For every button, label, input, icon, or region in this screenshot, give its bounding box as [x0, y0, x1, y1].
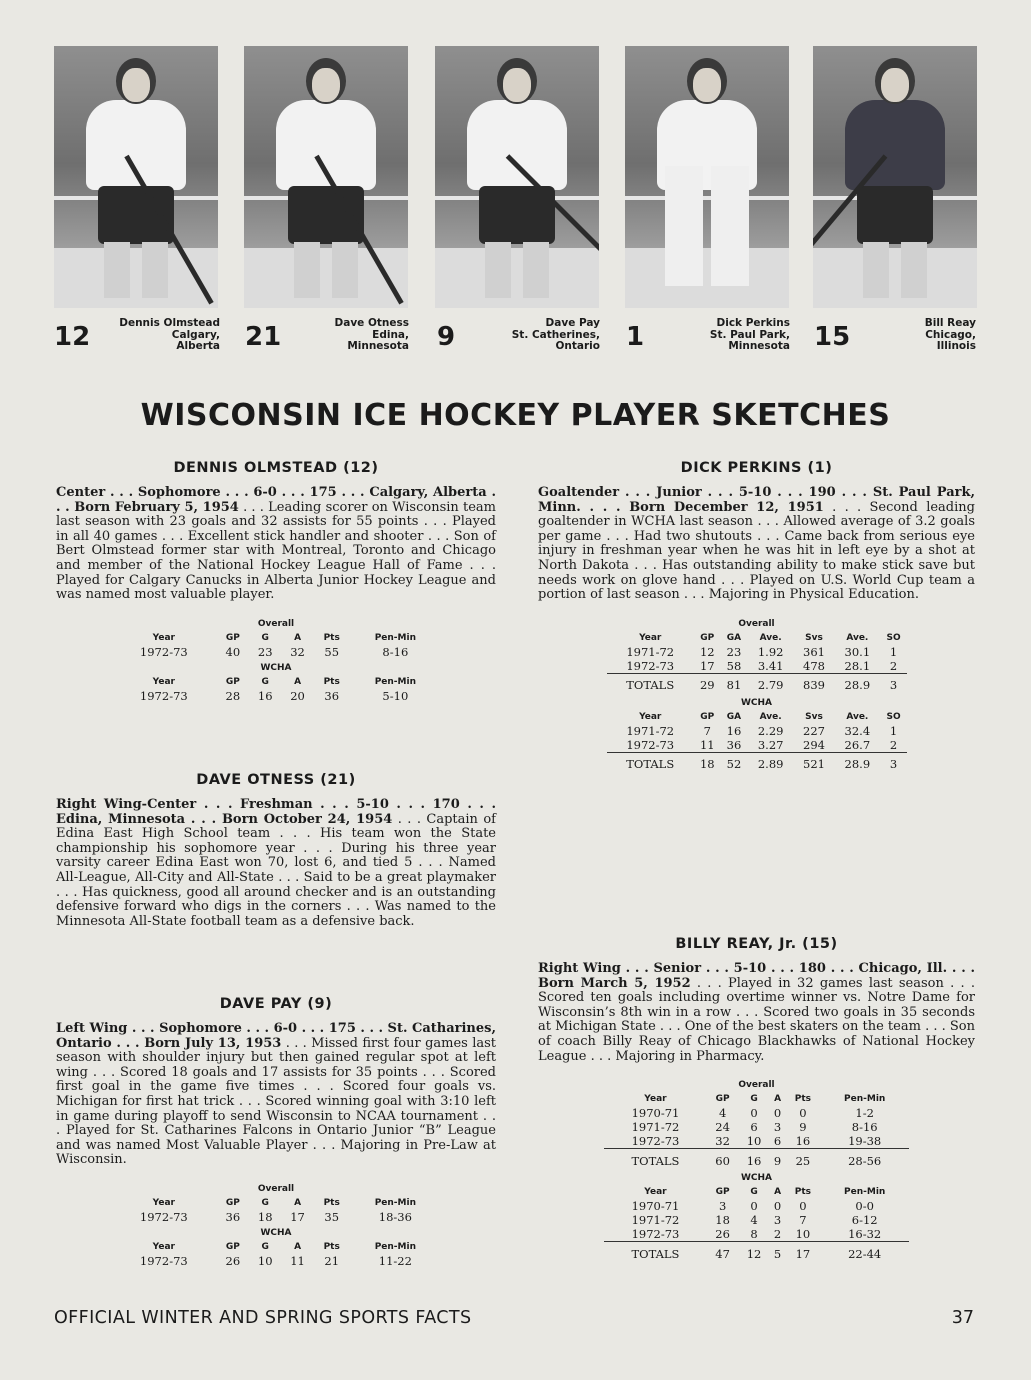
cell: 55: [324, 644, 340, 659]
table-row: [604, 1199, 909, 1213]
table-row: [111, 689, 441, 703]
cell: 4: [750, 1213, 758, 1228]
cell: 3.41: [757, 658, 784, 673]
col-header: GA: [726, 632, 742, 643]
bio-text: . . . Captain of Edina East High School team . . . His team won the State championship his sophomore year . . . During his three year varsity career Edina East won 70, lost 6, and tied 5 . . . Named All-League, All-City and All-State . . . Said to be a great playmaker . . . Has quickness, good all around checker and is an outstanding defensive forward who digs in the corners . . . Was named to the Minnesota All-State football team as a defensive back.: [56, 811, 496, 929]
col-header: Pts: [794, 1094, 812, 1105]
cell: 19-38: [848, 1134, 882, 1149]
sketch-perkins: [538, 460, 975, 773]
cell: 0-0: [855, 1199, 874, 1214]
col-header: A: [294, 632, 302, 643]
cell: 8-16: [382, 644, 409, 659]
col-header: Ave.: [759, 632, 782, 643]
cell: 0: [750, 1199, 758, 1214]
cell: 21: [324, 1253, 340, 1268]
cell: 1-2: [855, 1106, 874, 1121]
player-photo-otness: [244, 46, 408, 308]
cell: 1: [889, 723, 898, 738]
cell: 5: [770, 1242, 786, 1263]
col-header: G: [261, 1241, 269, 1252]
cell: 18: [715, 1213, 730, 1228]
cell: 12: [699, 644, 715, 659]
cell: 2: [889, 658, 898, 673]
cell: 58: [726, 658, 742, 673]
col-header: GP: [225, 676, 240, 687]
cell: 6-12: [851, 1213, 878, 1228]
col-header: A: [774, 1094, 782, 1105]
stats-table: [604, 1076, 909, 1262]
col-header: Ave.: [846, 632, 869, 643]
cell: 8-16: [851, 1120, 878, 1135]
player-photo-olmstead: [54, 46, 218, 308]
cell: 9: [799, 1120, 807, 1135]
cell: 18: [694, 752, 721, 773]
stats-table: [607, 615, 907, 773]
col-header: G: [261, 632, 269, 643]
cell: 29: [694, 673, 721, 694]
cell: 16: [726, 723, 742, 738]
cell: 32.4: [844, 723, 871, 738]
cell: 32: [715, 1134, 730, 1149]
player-photo-reay: [813, 46, 977, 308]
jersey-number: 15: [814, 322, 851, 352]
col-header: Pts: [323, 632, 340, 643]
cell: 3: [773, 1213, 782, 1228]
cell: 294: [803, 737, 825, 752]
cell: 18: [257, 1209, 273, 1224]
cell: 10: [257, 1253, 273, 1268]
section-title: DAVE OTNESS (21): [196, 772, 356, 788]
cell: 30.1: [844, 644, 871, 659]
table-row: [604, 1213, 909, 1227]
stats-group-label: Overall: [257, 1183, 295, 1194]
bio-lead: Center . . . Sophomore . . . 6-0 . . . 175 . . . Calgary, Alberta . . . Born February 5, 1954: [56, 485, 496, 515]
col-header: Pen-Min: [374, 1241, 416, 1252]
cell: 1970-71: [631, 1106, 680, 1121]
table-row: [607, 724, 907, 738]
cell: 9: [770, 1149, 786, 1170]
cell: 2: [889, 737, 898, 752]
footer-publication: OFFICIAL WINTER AND SPRING SPORTS FACTS: [54, 1308, 472, 1328]
col-header: Pen-Min: [844, 1094, 886, 1105]
cell: 1971-72: [626, 723, 675, 738]
cell: 0: [773, 1199, 782, 1214]
table-row: [604, 1106, 909, 1120]
sketch-pay: [56, 996, 496, 1268]
col-header: Pts: [794, 1187, 812, 1198]
stats-group-label: WCHA: [260, 1227, 292, 1238]
bio-lead: Goaltender . . . Junior . . . 5-10 . . . 190 . . . St. Paul Park, Minn. . . . Born December 12, 1951: [538, 485, 975, 515]
player-region: Minnesota: [347, 340, 409, 352]
player-photo-pay: [435, 46, 599, 308]
cell: 2.29: [757, 723, 784, 738]
caption-pay: [437, 314, 600, 364]
cell: 2.89: [747, 752, 794, 773]
caption-olmstead: [54, 314, 220, 364]
cell: 36: [225, 1209, 241, 1224]
col-header: GP: [700, 711, 715, 722]
cell: 23: [257, 644, 273, 659]
cell: 17: [290, 1209, 305, 1224]
cell: 10: [746, 1134, 762, 1149]
player-bio: [56, 1022, 496, 1168]
player-bio: [538, 962, 975, 1064]
player-city: Calgary,: [171, 328, 220, 341]
cell: 11-22: [378, 1253, 412, 1268]
col-header: Year: [644, 1094, 667, 1105]
sketch-reay: [538, 936, 975, 1262]
cell: 17: [699, 658, 715, 673]
player-name: Dave Otness: [334, 317, 409, 329]
cell: 0: [773, 1106, 782, 1121]
cell: 3: [881, 752, 907, 773]
cell: 25: [785, 1149, 820, 1170]
cell: 1972-73: [139, 644, 188, 659]
cell: 24: [715, 1120, 730, 1135]
col-header: A: [294, 676, 302, 687]
bio-lead: Left Wing . . . Sophomore . . . 6-0 . . . 175 . . . St. Catharines, Ontario . . . Born July 13, 1953: [56, 1021, 497, 1051]
cell: TOTALS: [607, 673, 694, 694]
cell: 1: [889, 644, 898, 659]
totals-row: [604, 1242, 909, 1263]
cell: 521: [794, 752, 834, 773]
cell: 6: [750, 1120, 758, 1135]
table-row: [607, 659, 907, 674]
cell: 3: [773, 1120, 782, 1135]
cell: 40: [225, 644, 241, 659]
col-header: Pts: [323, 1197, 340, 1208]
cell: 361: [803, 644, 825, 659]
player-city: St. Catherines,: [511, 328, 600, 341]
section-title: DICK PERKINS (1): [680, 460, 833, 476]
totals-row: [607, 673, 907, 694]
cell: 5-10: [382, 688, 409, 703]
jersey-number: 1: [626, 322, 645, 352]
col-header: A: [294, 1197, 302, 1208]
col-header: Svs: [805, 632, 823, 643]
table-row: [607, 645, 907, 659]
cell: 81: [721, 673, 748, 694]
col-header: GP: [225, 1241, 240, 1252]
cell: 1972-73: [626, 658, 675, 673]
cell: 12: [738, 1242, 769, 1263]
cell: 1971-72: [631, 1120, 680, 1135]
cell: 1.92: [757, 644, 784, 659]
cell: 11: [699, 737, 715, 752]
section-title: BILLY REAY, Jr. (15): [675, 936, 838, 952]
stats-table: [111, 615, 441, 703]
cell: 2.79: [747, 673, 794, 694]
col-header: Year: [152, 676, 175, 687]
cell: 1972-73: [631, 1227, 680, 1242]
player-name: Bill Reay: [924, 317, 976, 329]
table-row: [604, 1120, 909, 1134]
cell: TOTALS: [604, 1149, 707, 1170]
col-header: Pen-Min: [374, 632, 416, 643]
cell: 28.9: [834, 673, 881, 694]
col-header: Pen-Min: [844, 1187, 886, 1198]
cell: 1972-73: [626, 737, 675, 752]
cell: TOTALS: [604, 1242, 707, 1263]
table-row: [607, 738, 907, 753]
cell: 28.9: [834, 752, 881, 773]
cell: 36: [324, 688, 340, 703]
cell: 3.27: [757, 737, 784, 752]
page-number: 37: [951, 1308, 974, 1328]
cell: 17: [785, 1242, 820, 1263]
cell: 1972-73: [139, 688, 188, 703]
cell: 7: [703, 723, 711, 738]
cell: 60: [707, 1149, 738, 1170]
col-header: G: [261, 676, 269, 687]
cell: 22-44: [820, 1242, 909, 1263]
cell: 478: [803, 658, 825, 673]
col-header: A: [774, 1187, 782, 1198]
cell: 1971-72: [626, 644, 675, 659]
cell: 16: [257, 688, 273, 703]
cell: 4: [718, 1106, 727, 1121]
sketch-otness: [56, 772, 496, 929]
player-region: Minnesota: [728, 340, 790, 352]
stats-group-label: WCHA: [740, 1173, 773, 1184]
cell: 1972-73: [631, 1134, 680, 1149]
col-header: Year: [152, 1241, 175, 1252]
section-title: DAVE PAY (9): [219, 996, 333, 1012]
cell: 1970-71: [631, 1199, 680, 1214]
sketch-olmstead: [56, 460, 496, 703]
table-row: [604, 1134, 909, 1149]
cell: 11: [290, 1253, 305, 1268]
cell: 3: [881, 673, 907, 694]
col-header: GP: [225, 1197, 240, 1208]
section-title: DENNIS OLMSTEAD (12): [173, 460, 379, 476]
bio-text: . . . Played in 32 games last season . . . Scored ten goals including overtime winner vs. Notre Dame for Wisconsin’s 8th win in a row . . . Scored two goals in 35 seconds at Michigan State . . . One of the best skaters on the team . . . Son of coach Billy Reay of Chicago Blackhawks of National Hockey League . . . Majoring in Pharmacy.: [538, 975, 975, 1064]
col-header: GP: [715, 1187, 730, 1198]
bio-text: . . . Leading scorer on Wisconsin team last season with 23 goals and 32 assists for 55 points . . . Played in all 40 games . . . Excellent stick handler and shooter . . . Son of Bert Olmstead former star with Montreal, Toronto and Chicago and member of the National Hockey League Hall of Fame . . . Played for Calgary Canucks in Alberta Junior Hockey League and was named most valuable player.: [56, 499, 496, 603]
player-name: Dick Perkins: [716, 317, 790, 329]
cell: 8: [750, 1227, 758, 1242]
cell: 36: [726, 737, 742, 752]
cell: 32: [290, 644, 305, 659]
bio-text: . . . Missed first four games last season with shoulder injury but then gained regular spot at left wing . . . Scored 18 goals and 17 assists for 35 points . . . Scored first goal in the game five times . . . Scored four goals vs. Michigan for first hat trick . . . Scored winning goal with 3:10 left in game during playoff to send Wisconsin to NCAA tournament . . . Played for St. Catharines Falcons in Ontario Junior “B” League and was named Most Valuable Player . . . Majoring in Pre-Law at Wisconsin.: [56, 1035, 496, 1168]
table-row: [604, 1227, 909, 1242]
stats-group-label: WCHA: [740, 697, 773, 708]
cell: 0: [750, 1106, 758, 1121]
table-row: [111, 645, 441, 659]
col-header: Year: [644, 1187, 667, 1198]
player-photo-row: [54, 46, 976, 308]
cell: 26: [225, 1253, 241, 1268]
cell: 20: [290, 688, 305, 703]
bio-lead: Right Wing . . . Senior . . . 5-10 . . . 180 . . . Chicago, Ill. . . . Born March 5, 1952: [538, 961, 975, 991]
col-header: SO: [886, 632, 901, 643]
jersey-number: 12: [54, 322, 91, 352]
cell: 6: [773, 1134, 782, 1149]
cell: 35: [324, 1209, 340, 1224]
cell: 10: [795, 1227, 811, 1242]
player-bio: [56, 486, 496, 603]
col-header: GP: [715, 1094, 730, 1105]
col-header: Year: [152, 632, 175, 643]
player-region: Ontario: [555, 340, 600, 352]
col-header: Year: [152, 1197, 175, 1208]
stats-group-label: Overall: [738, 1080, 775, 1091]
table-row: [111, 1210, 441, 1224]
totals-row: [607, 752, 907, 773]
cell: 28-56: [820, 1149, 909, 1170]
col-header: GP: [225, 632, 240, 643]
col-header: Pts: [323, 1241, 340, 1252]
stats-group-label: Overall: [257, 618, 295, 629]
col-header: Ave.: [759, 711, 782, 722]
col-header: Pen-Min: [374, 1197, 416, 1208]
cell: 16: [795, 1134, 811, 1149]
jersey-number: 9: [437, 322, 456, 352]
stats-group-label: Overall: [738, 618, 775, 629]
player-city: St. Paul Park,: [709, 328, 790, 341]
player-region: Illinois: [936, 340, 976, 352]
stats-group-label: WCHA: [260, 662, 292, 673]
stats-table: [111, 1180, 441, 1268]
player-name: Dave Pay: [545, 317, 600, 329]
page-title: WISCONSIN ICE HOCKEY PLAYER SKETCHES: [140, 398, 891, 433]
col-header: Pen-Min: [374, 676, 416, 687]
bio-lead: Right Wing-Center . . . Freshman . . . 5-10 . . . 170 . . . Edina, Minnesota . . . Born October 24, 1954: [56, 797, 496, 827]
jersey-number: 21: [245, 322, 282, 352]
player-bio: [538, 486, 975, 603]
col-header: Pts: [323, 676, 340, 687]
player-bio: [56, 798, 496, 929]
cell: 52: [721, 752, 748, 773]
cell: TOTALS: [607, 752, 694, 773]
col-header: G: [750, 1094, 758, 1105]
cell: 16: [738, 1149, 769, 1170]
cell: 18-36: [378, 1209, 412, 1224]
col-header: SO: [886, 711, 901, 722]
player-name: Dennis Olmstead: [119, 317, 220, 329]
cell: 0: [799, 1106, 807, 1121]
cell: 26: [715, 1227, 730, 1242]
player-photo-perkins: [625, 46, 789, 308]
col-header: Ave.: [846, 711, 869, 722]
player-region: Alberta: [176, 340, 220, 352]
cell: 1971-72: [631, 1213, 680, 1228]
caption-otness: [245, 314, 409, 364]
caption-reay: [814, 314, 976, 364]
col-header: Year: [639, 711, 662, 722]
cell: 28.1: [844, 658, 871, 673]
table-row: [111, 1254, 441, 1268]
col-header: GP: [700, 632, 715, 643]
cell: 2: [773, 1227, 782, 1242]
cell: 1972-73: [139, 1253, 188, 1268]
cell: 23: [726, 644, 742, 659]
cell: 47: [707, 1242, 738, 1263]
cell: 16-32: [848, 1227, 882, 1242]
cell: 227: [803, 723, 825, 738]
cell: 26.7: [844, 737, 871, 752]
cell: 839: [794, 673, 834, 694]
col-header: A: [294, 1241, 302, 1252]
col-header: G: [261, 1197, 269, 1208]
col-header: Svs: [805, 711, 823, 722]
totals-row: [604, 1149, 909, 1170]
cell: 1972-73: [139, 1209, 188, 1224]
col-header: G: [750, 1187, 758, 1198]
player-city: Chicago,: [925, 328, 976, 341]
caption-perkins: [626, 314, 790, 364]
cell: 7: [799, 1213, 807, 1228]
col-header: GA: [726, 711, 742, 722]
player-city: Edina,: [372, 328, 409, 341]
cell: 3: [718, 1199, 727, 1214]
bio-text: . . . Second leading goaltender in WCHA last season . . . Allowed average of 3.2 goals per game . . . Had two shutouts . . . Came back from serious eye injury in freshman year when he was hit in left eye by a shot at North Dakota . . . Has outstanding ability to make stick save but needs work on glove hand . . . Played on U.S. World Cup team a portion of last season . . . Majoring in Physical Education.: [538, 499, 975, 603]
col-header: Year: [639, 632, 662, 643]
cell: 0: [799, 1199, 807, 1214]
cell: 28: [225, 688, 241, 703]
